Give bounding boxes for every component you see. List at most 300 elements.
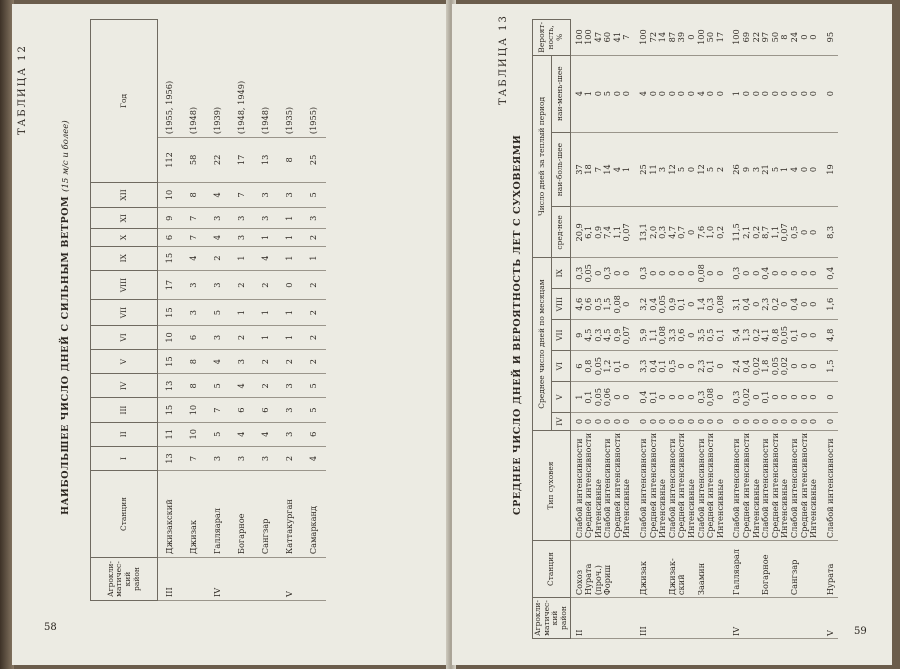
t13-value: 0: [788, 270, 799, 276]
t13-value: 0,1: [647, 390, 658, 404]
t13-type-line: Средней интенсивности: [769, 432, 780, 539]
t13-value: 2,3: [760, 297, 771, 311]
t12-month-value: 3: [230, 229, 254, 246]
t13-value: 0,8: [583, 359, 594, 373]
t13-value: 0,9: [592, 225, 603, 239]
t12-head-m8: VIII: [91, 270, 158, 300]
t12-row: [302, 20, 326, 601]
t13-value: 4,5: [583, 328, 594, 342]
t12-month-value: 2: [278, 446, 302, 470]
t13-type-line: Средней интенсивности: [583, 432, 594, 539]
t13-value: 0,3: [602, 266, 613, 280]
t13-type-line: Интенсивные: [686, 479, 697, 539]
t13-value: 0: [714, 91, 725, 97]
t12-month-value: 3: [182, 270, 206, 300]
t12-head-zone: Агрокли-матичес-кий район: [91, 558, 158, 601]
t13-value: 5: [676, 166, 687, 173]
t13-value: 0: [741, 91, 751, 97]
t13-value: 0,05: [779, 326, 790, 345]
t13-types: [635, 430, 728, 540]
t12-zone: [254, 558, 278, 601]
t13-value-col: [635, 351, 728, 382]
t12-month-value: 10: [182, 422, 206, 446]
t13-type-line: Интенсивные: [808, 479, 819, 539]
t13-type-line: Интенсивные: [779, 479, 790, 539]
t13-station-line: Джизак-: [666, 558, 677, 596]
t13-value: 0,1: [676, 297, 687, 311]
t13-value: 4: [695, 91, 706, 97]
t12-month-value: 2: [278, 350, 302, 374]
table13: [532, 19, 838, 639]
t12-month-value: 5: [302, 374, 326, 398]
t12-month-value: 3: [230, 208, 254, 229]
t13-value: 0: [779, 301, 790, 307]
t13-value: 100: [638, 29, 649, 45]
t13-head-warm-avg: сред-нее: [551, 207, 570, 258]
t13-value: 0: [798, 270, 809, 276]
t13-station-line: [771, 543, 781, 595]
t13-value: 1: [731, 91, 742, 97]
t13-value: 0,3: [592, 328, 603, 342]
t12-month-value: 2: [230, 270, 254, 300]
t13-value: 0,4: [647, 359, 658, 373]
t12-year-count: 13: [254, 138, 278, 183]
t13-type-line: Слабой интенсивности: [824, 438, 835, 539]
t13-zone: III: [635, 598, 728, 639]
table12-title-text: НАИБОЛЬШЕЕ ЧИСЛО ДНЕЙ С СИЛЬНЫМ ВЕТРОМ: [60, 195, 71, 515]
t12-zone: III: [158, 558, 183, 601]
t13-value: 0: [750, 270, 761, 276]
t13-value: 0: [798, 301, 809, 307]
t13-zone: II: [570, 598, 635, 639]
t12-month-value: 2: [254, 374, 278, 398]
t12-month-value: 3: [230, 446, 254, 470]
t13-value-col: [635, 207, 728, 258]
t13-value: 0: [808, 394, 819, 400]
t13-value: 12: [695, 164, 706, 175]
t13-value-col: [635, 289, 728, 320]
t13-value: 0,05: [769, 357, 780, 376]
t13-value: 0: [676, 394, 687, 400]
t13-group-row: [728, 20, 821, 639]
t13-value: 0: [798, 363, 809, 369]
t13-value: 100: [731, 29, 742, 45]
t12-station: Каттакурган: [278, 471, 302, 558]
t12-month-value: 4: [182, 246, 206, 270]
t12-row: [206, 20, 230, 601]
t13-value: 0: [666, 270, 677, 276]
t13-type-line: Слабой интенсивности: [638, 438, 649, 539]
t13-value: 0: [611, 270, 622, 276]
t12-month-value: 17: [158, 270, 183, 300]
t13-value: 0: [750, 418, 761, 425]
t13-value: 5: [769, 166, 780, 173]
t13-value: 1,2: [602, 359, 613, 373]
t12-month-value: 6: [302, 422, 326, 446]
t12-month-value: 2: [254, 270, 278, 300]
t12-month-value: 4: [230, 374, 254, 398]
t13-value: 14: [602, 164, 613, 175]
t13-value: 0: [686, 418, 697, 425]
t13-value: 0,08: [705, 388, 716, 407]
t13-value: 0: [798, 229, 809, 235]
t12-month-value: 1: [278, 325, 302, 349]
t12-row: [254, 20, 278, 601]
t13-value: 0,1: [611, 359, 622, 373]
t13-value: 0,08: [695, 264, 706, 283]
t13-station-line: [622, 543, 632, 595]
t13-value: 0,1: [583, 390, 594, 404]
t12-month-value: 5: [206, 300, 230, 325]
t13-value-col: [822, 258, 839, 289]
t12-zone: IV: [206, 558, 230, 601]
t13-value: 0: [686, 394, 697, 400]
t13-value: 0,02: [779, 357, 790, 376]
t13-value-col: [822, 207, 839, 258]
t13-value: 0: [676, 418, 687, 425]
t12-year-years: (1948): [182, 20, 206, 138]
t13-value-col: [822, 351, 839, 382]
t12-row: [230, 20, 254, 601]
t13-value: 0: [824, 418, 835, 425]
t12-month-value: 10: [182, 398, 206, 422]
t13-value: 0: [808, 301, 819, 307]
t13-value: 0: [592, 270, 603, 276]
t13-value: 2,4: [731, 359, 742, 373]
t13-value: 5: [602, 91, 613, 97]
t13-value: 0: [592, 91, 603, 97]
t13-value: 0: [808, 166, 819, 173]
t13-type-line: Средней интенсивности: [741, 432, 751, 539]
t13-value: 0,5: [705, 328, 716, 342]
t13-value: 0: [824, 394, 835, 400]
t13-type-line: Слабой интенсивности: [788, 438, 799, 539]
t12-month-value: 1: [278, 246, 302, 270]
t12-month-value: 4: [230, 422, 254, 446]
t13-value: 17: [714, 31, 725, 43]
t12-month-value: 4: [206, 350, 230, 374]
t13-type-line: Интенсивные: [621, 479, 632, 539]
t12-station: Сангзар: [254, 471, 278, 558]
t12-month-value: 3: [302, 208, 326, 229]
t12-head-m5: V: [91, 350, 158, 374]
t12-month-value: 5: [302, 182, 326, 207]
t13-value: 0,08: [657, 326, 668, 345]
t12-month-value: 3: [254, 446, 278, 470]
t12-head-m1: I: [91, 446, 158, 470]
t13-head-m8: VIII: [551, 289, 570, 320]
t13-value: 0,4: [638, 390, 649, 404]
t13-value: 7: [592, 166, 603, 173]
t12-month-value: 7: [182, 229, 206, 246]
t13-value: 0: [808, 418, 819, 425]
t13-value: 2,0: [647, 225, 658, 239]
t12-month-value: 3: [182, 300, 206, 325]
t13-value-col: [822, 132, 839, 207]
t13-stations: [728, 541, 821, 598]
t12-month-value: 6: [158, 229, 183, 246]
t12-month-value: 8: [182, 182, 206, 207]
t12-month-value: 15: [158, 350, 183, 374]
t12-month-value: 1: [230, 300, 254, 325]
t12-month-value: 9: [158, 208, 183, 229]
t13-value: 19: [824, 164, 835, 175]
t13-value: 3,3: [666, 328, 677, 342]
t12-station: Галляарал: [206, 471, 230, 558]
t12-month-value: 7: [182, 446, 206, 470]
t13-type-line: Интенсивные: [657, 479, 668, 539]
t12-year-count: 58: [182, 138, 206, 183]
t13-value: 3,1: [731, 297, 742, 311]
t13-stations: [635, 541, 728, 598]
t13-value: 1: [779, 166, 790, 173]
t12-month-value: 11: [158, 422, 183, 446]
t13-value: 4: [611, 166, 622, 173]
t13-value: 0: [798, 394, 809, 400]
t13-value: 0: [808, 91, 819, 97]
t13-value: 0: [621, 301, 632, 307]
t13-value: 0: [583, 418, 594, 425]
t13-value-col: [822, 289, 839, 320]
t13-value: 0: [657, 91, 668, 97]
t13-value: 0: [602, 418, 613, 425]
t13-value: 0: [824, 91, 835, 97]
t13-value: 4,8: [824, 328, 835, 342]
t13-value: 0,5: [592, 297, 603, 311]
left-page: [12, 4, 451, 665]
t13-value: 0,07: [779, 223, 790, 242]
t12-year-years: (1939): [206, 20, 230, 138]
t13-station-line: Нурата: [583, 563, 594, 596]
t13-value: 0: [621, 418, 632, 425]
t13-value: 0: [769, 418, 780, 425]
t13-head-warm-max: наи-боль-шее: [551, 132, 570, 207]
t13-value: 0: [769, 394, 780, 400]
t13-type-line: Слабой интенсивности: [573, 438, 584, 539]
t13-value: 9: [741, 166, 751, 173]
t13-value: 0,08: [714, 295, 725, 314]
t13-station-line: [742, 543, 752, 595]
t13-value: 0: [808, 34, 819, 40]
t13-value: 0: [808, 332, 819, 338]
t12-month-value: 3: [206, 446, 230, 470]
t13-value: 3,2: [638, 297, 649, 311]
t13-value: 1: [583, 91, 594, 97]
t13-station-line: [613, 543, 623, 595]
t13-station-line: [649, 543, 659, 595]
t13-value: 0,1: [714, 328, 725, 342]
t13-value-col: [822, 55, 839, 132]
t13-value: 0: [657, 270, 668, 276]
t13-value: 0,07: [621, 326, 632, 345]
t13-value: 69: [741, 31, 751, 43]
t13-value: 100: [695, 29, 706, 45]
t13-value: 50: [769, 31, 780, 43]
t13-value: 0: [686, 91, 697, 97]
t12-month-value: 1: [254, 325, 278, 349]
t13-head-warm-min: наи-мень-шее: [551, 55, 570, 132]
t13-value-col: [635, 413, 728, 431]
t13-value: 0: [779, 91, 790, 97]
t13-value: 1: [573, 394, 584, 400]
t13-value: 0,02: [750, 357, 761, 376]
t13-value: 0,3: [695, 390, 706, 404]
t13-value: 8: [779, 34, 790, 40]
t13-types: [822, 430, 839, 540]
t13-head-m6: VI: [551, 351, 570, 382]
t13-value: 0: [676, 91, 687, 97]
t13-value: 0: [779, 418, 790, 425]
t13-group-row: [570, 20, 635, 639]
t12-month-value: 15: [158, 300, 183, 325]
t13-type-line: Интенсивные: [750, 479, 761, 539]
t12-month-value: 1: [278, 208, 302, 229]
t13-value: 4: [638, 91, 649, 97]
t13-value-col: [635, 132, 728, 207]
t13-value: 0: [714, 418, 725, 425]
t12-month-value: 7: [206, 398, 230, 422]
t13-station-line: Джизак: [638, 560, 649, 596]
t13-value: 24: [788, 31, 799, 43]
t13-value: 0: [731, 418, 742, 425]
t13-value: 1,1: [769, 225, 780, 239]
t13-value: 0,8: [769, 328, 780, 342]
t13-value: 0: [611, 418, 622, 425]
t13-head-monthly: Среднее число дней по месяцам: [533, 258, 552, 431]
t12-head-m6: VI: [91, 325, 158, 349]
t13-value: 60: [602, 31, 613, 43]
right-page: [452, 4, 892, 665]
t13-value: 97: [760, 31, 771, 43]
t13-value: 0,1: [788, 328, 799, 342]
t12-month-value: 13: [158, 446, 183, 470]
t13-value: 0: [741, 270, 751, 276]
t13-value-col: [635, 258, 728, 289]
t12-month-value: 13: [158, 374, 183, 398]
t13-station-line: Фориш: [602, 565, 613, 596]
t12-month-value: 1: [230, 246, 254, 270]
t13-value: 6,1: [583, 225, 594, 239]
t13-value: 0,6: [676, 328, 687, 342]
table13-label: ТАБЛИЦА 13: [498, 14, 509, 105]
t13-value: 0: [676, 270, 687, 276]
t13-value: 0: [705, 91, 716, 97]
t13-value: 0: [705, 418, 716, 425]
t13-value: 0,3: [731, 266, 742, 280]
t13-value-col: [635, 382, 728, 413]
t13-value: 2: [714, 166, 725, 173]
t13-station-line: Богарное: [760, 554, 771, 596]
t13-value: 0,3: [705, 297, 716, 311]
t13-head-zone: Агрокли-матичес-кий район: [533, 598, 571, 639]
t13-value-col: [728, 207, 821, 258]
t13-value: 0,07: [621, 223, 632, 242]
t12-year-years: (1948): [254, 20, 278, 138]
t12-year-count: 25: [302, 138, 326, 183]
t12-month-value: 8: [182, 374, 206, 398]
t13-value: 39: [676, 31, 687, 43]
t13-value: 41: [611, 31, 622, 43]
t13-station-line: [706, 543, 716, 595]
t12-month-value: 3: [278, 374, 302, 398]
t13-value-col: [570, 55, 635, 132]
t12-month-value: 6: [182, 325, 206, 349]
t13-head-m9: IX: [551, 258, 570, 289]
t12-year-count: 17: [230, 138, 254, 183]
table13-rotated-area: [452, 4, 892, 665]
t13-head-warm: Число дней за теплый период: [533, 55, 552, 258]
t13-value-col: [728, 382, 821, 413]
t12-month-value: 3: [230, 350, 254, 374]
t13-value: 0: [798, 166, 809, 173]
t13-group-row: [635, 20, 728, 639]
t13-station-line: [716, 543, 726, 595]
t12-station: Богарное: [230, 471, 254, 558]
table12-rotated-area: [12, 4, 450, 665]
t13-value: 5,4: [731, 328, 742, 342]
table12-label: ТАБЛИЦА 12: [17, 44, 28, 135]
t12-month-value: 5: [206, 374, 230, 398]
t12-month-value: 10: [158, 182, 183, 207]
t12-month-value: 0: [278, 270, 302, 300]
t13-value: 0: [638, 418, 649, 425]
t13-type-line: Слабой интенсивности: [760, 438, 771, 539]
t13-value: 0: [798, 418, 809, 425]
t13-value: 0,3: [638, 266, 649, 280]
t13-value: 3: [750, 166, 761, 173]
t13-head-station: Станция: [533, 541, 571, 598]
t12-year-years: (1955, 1956): [158, 20, 183, 138]
table12-title: [60, 120, 71, 515]
t13-value: 4,6: [573, 297, 584, 311]
t12-month-value: 15: [158, 398, 183, 422]
t13-value: 0: [611, 394, 622, 400]
t13-station-line: Сангзар: [788, 559, 799, 596]
t13-value-col: [570, 132, 635, 207]
t13-value-col: [570, 207, 635, 258]
t13-value: 11: [647, 164, 658, 175]
t12-year-years: (1935): [278, 20, 302, 138]
t12-year-years: (1955): [302, 20, 326, 138]
t12-head-m10: X: [91, 229, 158, 246]
t12-month-value: 2: [254, 350, 278, 374]
t13-value: 72: [647, 31, 658, 43]
t12-row: [278, 20, 302, 601]
t13-value: 21: [760, 164, 771, 175]
t13-value: 0: [769, 91, 780, 97]
t13-value: 0: [779, 270, 790, 276]
t13-value-col: [822, 20, 839, 56]
table13-title: СРЕДНЕЕ ЧИСЛО ДНЕЙ И ВЕРОЯТНОСТЬ ЛЕТ С СУХОВЕЯМИ: [512, 134, 523, 515]
t12-month-value: 7: [230, 182, 254, 207]
t12-month-value: 2: [302, 229, 326, 246]
t13-value: 1,6: [824, 297, 835, 311]
t12-month-value: 3: [206, 325, 230, 349]
t12-month-value: 1: [302, 246, 326, 270]
t12-month-value: 4: [206, 182, 230, 207]
t13-value-col: [728, 413, 821, 431]
t12-zone: [230, 558, 254, 601]
t13-value: 0: [798, 34, 809, 40]
t13-value: 0: [686, 166, 697, 173]
t12-row: [182, 20, 206, 601]
t13-value: 0: [686, 332, 697, 338]
t13-value: 0: [779, 394, 790, 400]
t12-month-value: 3: [206, 208, 230, 229]
t13-value: 5,9: [638, 328, 649, 342]
t13-value: 4: [788, 166, 799, 173]
t12-month-value: 10: [158, 325, 183, 349]
